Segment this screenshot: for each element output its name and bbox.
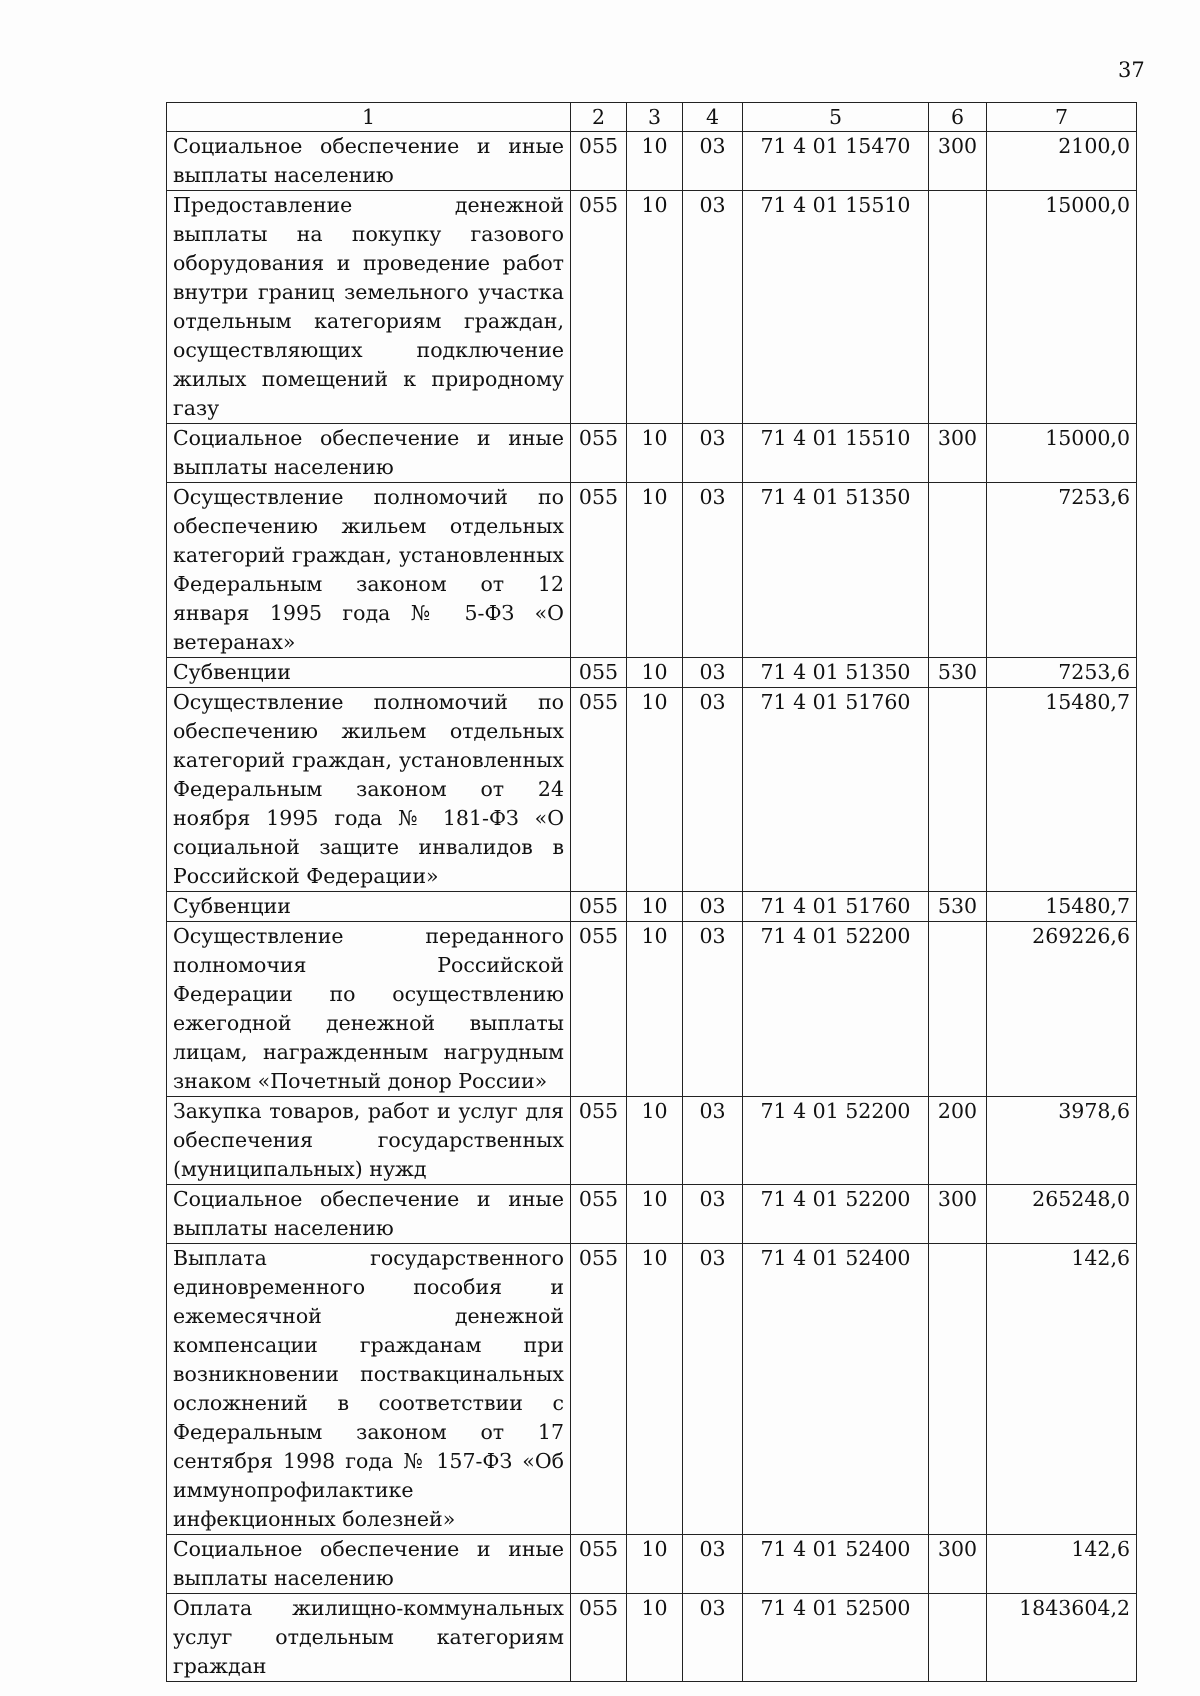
row-code: 055 bbox=[571, 1097, 627, 1185]
row-type bbox=[929, 922, 987, 1097]
row-name: Закупка товаров, работ и услуг для обеспечения государственных (муниципальных) нужд bbox=[167, 1097, 571, 1185]
row-name: Выплата государственного единовременного пособия и ежемесячной денежной компенсации гражданам при возникновении поствакцинальных осложнений в соответствии с Федеральным законом от 17 сентября 1998 года № 157-ФЗ «Об иммунопрофилактике инфекционных болезней» bbox=[167, 1244, 571, 1535]
row-name: Социальное обеспечение и иные выплаты населению bbox=[167, 132, 571, 191]
row-amount: 269226,6 bbox=[987, 922, 1137, 1097]
row-subsection: 03 bbox=[683, 1244, 743, 1535]
row-type bbox=[929, 483, 987, 658]
row-type: 300 bbox=[929, 132, 987, 191]
row-subsection: 03 bbox=[683, 688, 743, 892]
table-row bbox=[167, 1594, 1137, 1682]
row-code: 055 bbox=[571, 892, 627, 922]
row-subsection: 03 bbox=[683, 658, 743, 688]
row-section: 10 bbox=[627, 424, 683, 483]
row-amount: 265248,0 bbox=[987, 1185, 1137, 1244]
table-row bbox=[167, 658, 1137, 688]
header-row bbox=[167, 103, 1137, 132]
row-amount: 15000,0 bbox=[987, 424, 1137, 483]
row-section: 10 bbox=[627, 892, 683, 922]
table-row bbox=[167, 191, 1137, 424]
row-section: 10 bbox=[627, 922, 683, 1097]
row-subsection: 03 bbox=[683, 922, 743, 1097]
table-row bbox=[167, 1097, 1137, 1185]
page-number: 37 bbox=[1118, 58, 1145, 82]
col-header: 3 bbox=[627, 103, 683, 132]
row-type: 300 bbox=[929, 1535, 987, 1594]
row-section: 10 bbox=[627, 688, 683, 892]
row-subsection: 03 bbox=[683, 191, 743, 424]
row-subsection: 03 bbox=[683, 1535, 743, 1594]
row-amount: 15000,0 bbox=[987, 191, 1137, 424]
row-target: 71 4 01 51760 bbox=[743, 688, 929, 892]
table-row bbox=[167, 1185, 1137, 1244]
row-subsection: 03 bbox=[683, 1594, 743, 1682]
row-code: 055 bbox=[571, 1535, 627, 1594]
row-target: 71 4 01 51350 bbox=[743, 483, 929, 658]
col-header: 7 bbox=[987, 103, 1137, 132]
row-type bbox=[929, 688, 987, 892]
row-subsection: 03 bbox=[683, 892, 743, 922]
table-row bbox=[167, 892, 1137, 922]
row-target: 71 4 01 15470 bbox=[743, 132, 929, 191]
row-section: 10 bbox=[627, 132, 683, 191]
row-target: 71 4 01 52200 bbox=[743, 1185, 929, 1244]
row-name: Социальное обеспечение и иные выплаты населению bbox=[167, 1535, 571, 1594]
row-amount: 1843604,2 bbox=[987, 1594, 1137, 1682]
row-amount: 7253,6 bbox=[987, 483, 1137, 658]
row-type: 530 bbox=[929, 892, 987, 922]
col-header: 2 bbox=[571, 103, 627, 132]
row-name: Субвенции bbox=[167, 658, 571, 688]
row-name: Социальное обеспечение и иные выплаты населению bbox=[167, 424, 571, 483]
row-section: 10 bbox=[627, 1097, 683, 1185]
row-amount: 7253,6 bbox=[987, 658, 1137, 688]
row-target: 71 4 01 15510 bbox=[743, 191, 929, 424]
row-subsection: 03 bbox=[683, 1185, 743, 1244]
col-header: 6 bbox=[929, 103, 987, 132]
row-target: 71 4 01 51350 bbox=[743, 658, 929, 688]
row-amount: 142,6 bbox=[987, 1535, 1137, 1594]
row-name: Осуществление переданного полномочия Российской Федерации по осуществлению ежегодной денежной выплаты лицам, награжденным нагрудным знаком «Почетный донор России» bbox=[167, 922, 571, 1097]
row-type: 530 bbox=[929, 658, 987, 688]
row-code: 055 bbox=[571, 424, 627, 483]
row-section: 10 bbox=[627, 1244, 683, 1535]
row-target: 71 4 01 51760 bbox=[743, 892, 929, 922]
row-amount: 3978,6 bbox=[987, 1097, 1137, 1185]
row-amount: 2100,0 bbox=[987, 132, 1137, 191]
row-section: 10 bbox=[627, 1185, 683, 1244]
row-code: 055 bbox=[571, 191, 627, 424]
row-type bbox=[929, 1594, 987, 1682]
row-code: 055 bbox=[571, 658, 627, 688]
table-row bbox=[167, 424, 1137, 483]
row-subsection: 03 bbox=[683, 424, 743, 483]
table-row bbox=[167, 1244, 1137, 1535]
row-section: 10 bbox=[627, 1535, 683, 1594]
row-code: 055 bbox=[571, 688, 627, 892]
row-type: 300 bbox=[929, 424, 987, 483]
row-subsection: 03 bbox=[683, 132, 743, 191]
row-type: 300 bbox=[929, 1185, 987, 1244]
table-row bbox=[167, 688, 1137, 892]
row-type bbox=[929, 1244, 987, 1535]
row-target: 71 4 01 15510 bbox=[743, 424, 929, 483]
row-amount: 15480,7 bbox=[987, 892, 1137, 922]
row-subsection: 03 bbox=[683, 483, 743, 658]
row-name: Осуществление полномочий по обеспечению жильем отдельных категорий граждан, установленных Федеральным законом от 12 января 1995 года № 5-ФЗ «О ветеранах» bbox=[167, 483, 571, 658]
row-type: 200 bbox=[929, 1097, 987, 1185]
row-subsection: 03 bbox=[683, 1097, 743, 1185]
row-code: 055 bbox=[571, 1594, 627, 1682]
row-code: 055 bbox=[571, 483, 627, 658]
row-type bbox=[929, 191, 987, 424]
row-target: 71 4 01 52400 bbox=[743, 1244, 929, 1535]
row-target: 71 4 01 52200 bbox=[743, 1097, 929, 1185]
table-row bbox=[167, 1535, 1137, 1594]
row-section: 10 bbox=[627, 191, 683, 424]
row-code: 055 bbox=[571, 132, 627, 191]
budget-table bbox=[166, 102, 1137, 1682]
table-row bbox=[167, 132, 1137, 191]
row-target: 71 4 01 52200 bbox=[743, 922, 929, 1097]
row-name: Субвенции bbox=[167, 892, 571, 922]
row-name: Осуществление полномочий по обеспечению жильем отдельных категорий граждан, установленных Федеральным законом от 24 ноября 1995 года № 181-ФЗ «О социальной защите инвалидов в Российской Федерации» bbox=[167, 688, 571, 892]
row-target: 71 4 01 52400 bbox=[743, 1535, 929, 1594]
row-section: 10 bbox=[627, 1594, 683, 1682]
table-row bbox=[167, 922, 1137, 1097]
col-header: 1 bbox=[167, 103, 571, 132]
row-name: Социальное обеспечение и иные выплаты населению bbox=[167, 1185, 571, 1244]
row-code: 055 bbox=[571, 922, 627, 1097]
col-header: 4 bbox=[683, 103, 743, 132]
row-amount: 15480,7 bbox=[987, 688, 1137, 892]
row-code: 055 bbox=[571, 1244, 627, 1535]
table-row bbox=[167, 483, 1137, 658]
row-code: 055 bbox=[571, 1185, 627, 1244]
row-section: 10 bbox=[627, 483, 683, 658]
row-target: 71 4 01 52500 bbox=[743, 1594, 929, 1682]
row-amount: 142,6 bbox=[987, 1244, 1137, 1535]
row-name: Оплата жилищно-коммунальных услуг отдельным категориям граждан bbox=[167, 1594, 571, 1682]
row-name: Предоставление денежной выплаты на покупку газового оборудования и проведение работ внутри границ земельного участка отдельным категориям граждан, осуществляющих подключение жилых помещений к природному газу bbox=[167, 191, 571, 424]
col-header: 5 bbox=[743, 103, 929, 132]
row-section: 10 bbox=[627, 658, 683, 688]
